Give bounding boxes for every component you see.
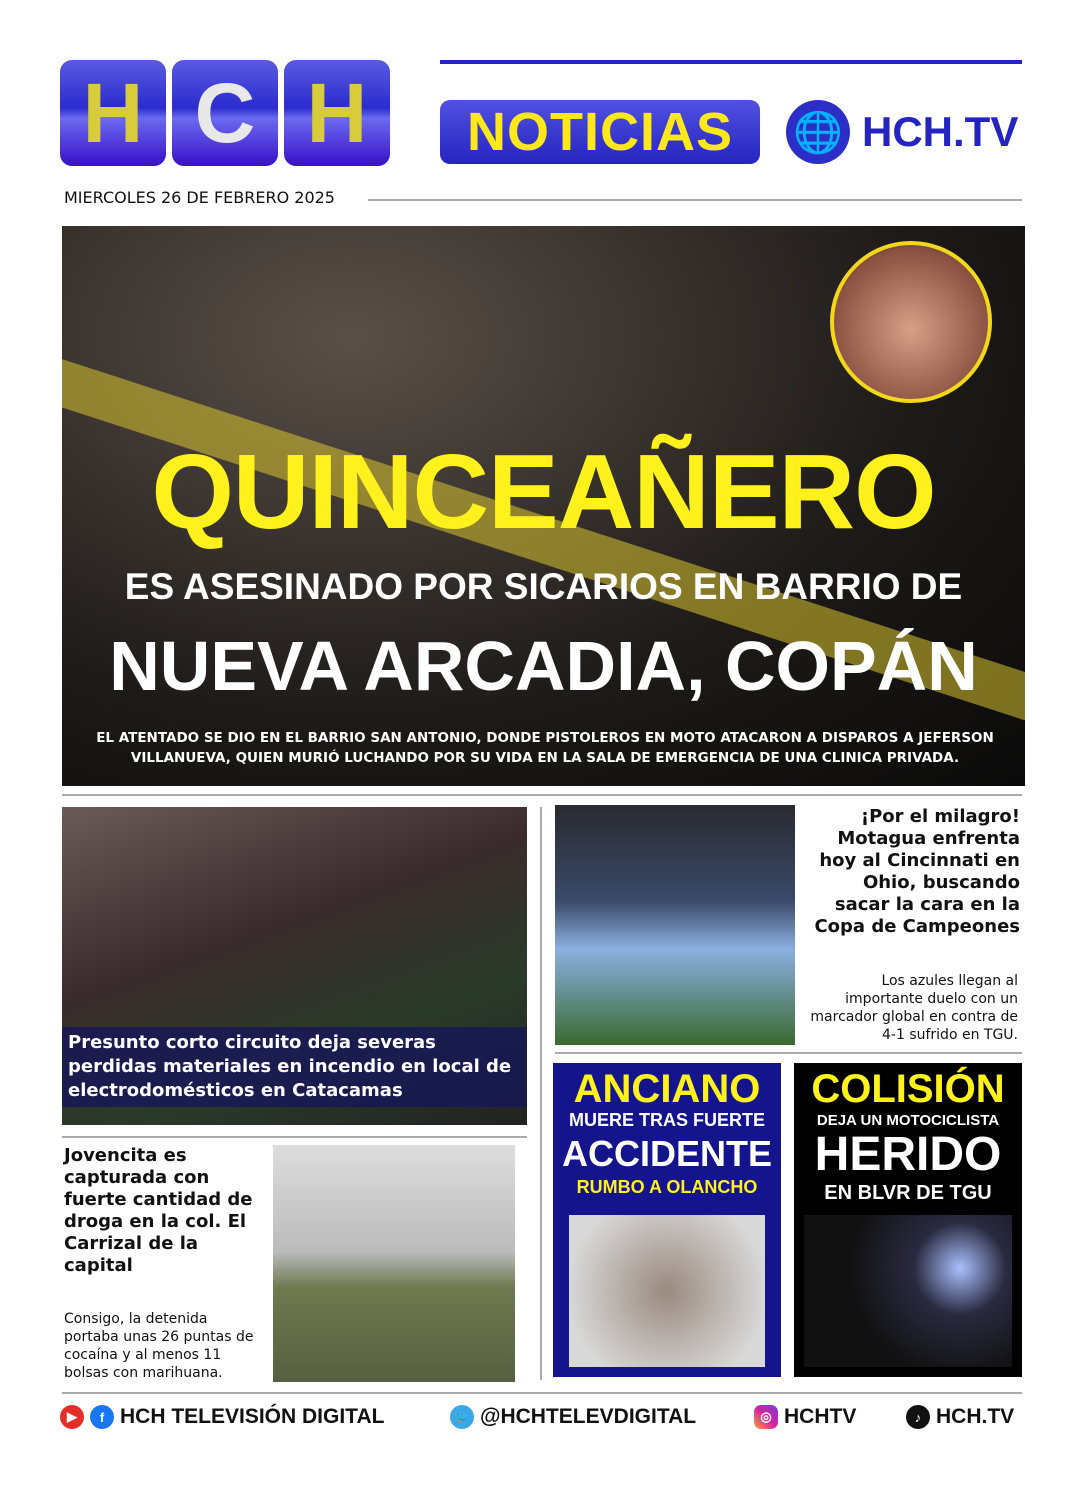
twitter-handle: @HCHTELEVDIGITAL [480,1405,697,1428]
lead-location: NUEVA ARCADIA, COPÁN [109,627,978,705]
footer-social-facebook[interactable] [60,1405,384,1429]
facebook-icon: f [90,1405,114,1429]
colision-photo [804,1215,1012,1367]
tiktok-handle: HCH.TV [936,1405,1015,1428]
twitter-icon: 🐦 [450,1405,474,1429]
anciano-route: RUMBO A OLANCHO [576,1177,758,1197]
lead-headline: QUINCEAÑERO [151,433,936,551]
lead-subheadline: ES ASESINADO POR SICARIOS EN BARRIO DE [124,566,963,607]
youtube-icon: ▶ [60,1405,84,1429]
logo-letter-c: C [172,60,278,166]
divider [368,199,1022,201]
footer-social-instagram[interactable] [754,1405,856,1429]
logo-letter-h: H [60,60,166,166]
logo-letter-h2: H [284,60,390,166]
facebook-handle: HCH TELEVISIÓN DIGITAL [120,1405,385,1428]
divider [555,1052,1022,1054]
anciano-word: ANCIANO [573,1067,761,1111]
footer-social-tiktok[interactable] [906,1405,1014,1429]
issue-date: MIERCOLES 26 DE FEBRERO 2025 [64,188,335,207]
divider [62,1392,1022,1394]
instagram-handle: HCHTV [784,1405,857,1428]
colision-word: COLISIÓN [811,1067,1005,1111]
fire-story-headline: Presunto corto circuito deja severas perdidas materiales en incendio en local de electrodomésticos en Catacamas [62,1027,527,1107]
colision-herido: HERIDO [814,1128,1002,1181]
section-label: NOTICIAS [440,100,760,164]
sports-story-summary: Los azules llegan al importante duelo con un marcador global en contra de 4-1 sufrido en TGU. [810,973,1018,1043]
globe-icon: 🌐 [786,100,850,164]
colision-story-box[interactable] [794,1063,1022,1377]
divider [62,1136,527,1138]
lead-caption: EL ATENTADO SE DIO EN EL BARRIO SAN ANTONIO, DONDE PISTOLEROS EN MOTO ATACARON A DISPAROS A JEFERSON VILLANUEVA, QUIEN MURIÓ LUCHANDO POR SU VIDA EN LA SALA DE EMERGENCIA DE UNA CLINICA PRIVADA. [96,730,994,766]
anciano-photo [569,1215,765,1367]
colision-location: EN BLVR DE TGU [824,1182,992,1204]
fire-story-photo[interactable] [62,807,527,1125]
footer-social-twitter[interactable] [450,1405,696,1429]
instagram-icon: ◎ [754,1405,778,1429]
website-label[interactable]: HCH.TV [862,108,1019,155]
header-rule [440,60,1022,64]
drug-story-summary: Consigo, la detenida portaba unas 26 puntas de cocaína y al menos 11 bolsas con marihuana. [64,1311,254,1381]
divider [62,794,1022,796]
drug-story-headline[interactable]: Jovencita es capturada con fuerte cantidad de droga en la col. El Carrizal de la capital [64,1145,253,1276]
column-divider [540,807,542,1380]
tiktok-icon: ♪ [906,1405,930,1429]
anciano-accidente: ACCIDENTE [561,1133,772,1174]
colision-line: DEJA UN MOTOCICLISTA [816,1112,1000,1129]
sports-story-headline[interactable]: ¡Por el milagro! Motagua enfrenta hoy al Cincinnati en Ohio, buscando sacar la cara en la Copa de Campeones [814,806,1020,937]
anciano-story-box[interactable] [553,1063,781,1377]
drug-story-photo[interactable] [273,1145,515,1382]
anciano-line: MUERE TRAS FUERTE [568,1110,765,1130]
victim-portrait [830,241,992,403]
sports-story-photo[interactable] [555,805,795,1045]
